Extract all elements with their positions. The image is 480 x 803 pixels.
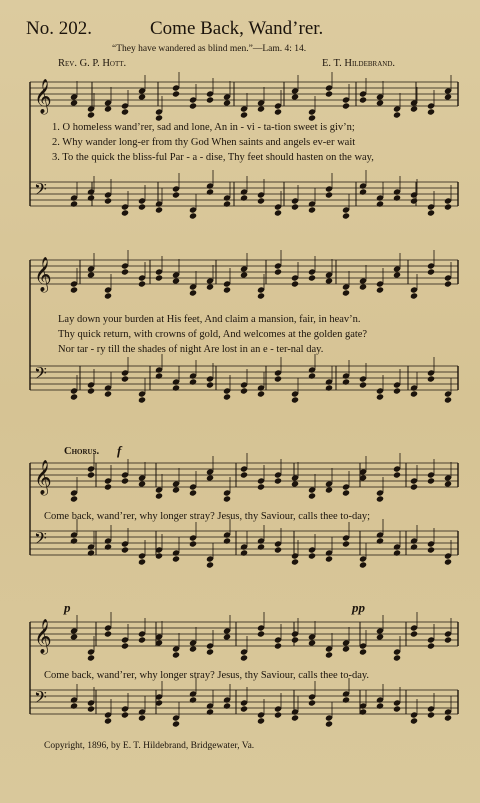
note-head xyxy=(291,280,299,287)
note-head xyxy=(138,714,146,721)
note-head xyxy=(342,696,350,703)
note-head xyxy=(393,471,401,478)
bass-clef-icon: 𝄢 xyxy=(34,179,47,203)
note-head xyxy=(376,702,384,709)
note-head xyxy=(240,387,248,394)
note-head xyxy=(121,477,129,484)
note-head xyxy=(325,90,333,97)
note-head xyxy=(291,93,299,100)
note-head xyxy=(410,292,418,299)
note-head xyxy=(359,283,367,290)
note-head xyxy=(240,654,248,661)
note-head xyxy=(393,705,401,712)
note-head xyxy=(410,390,418,397)
lyricist-credit: Rev. G. P. Hott. xyxy=(58,58,127,69)
verse-3-line-1: 3. To the quick the bliss-ful Par - a - dise, Thy feet should hasten on the way, xyxy=(52,152,374,163)
note-head xyxy=(444,558,452,565)
note-head xyxy=(223,99,231,106)
note-head xyxy=(70,495,78,502)
note-head xyxy=(274,268,282,275)
note-head xyxy=(376,200,384,207)
note-head xyxy=(87,471,95,478)
chorus-label: Chorus. xyxy=(64,446,100,457)
note-head xyxy=(104,390,112,397)
note-head xyxy=(70,200,78,207)
note-head xyxy=(257,543,265,550)
note-head xyxy=(172,191,180,198)
hymn-title: Come Back, Wand’rer. xyxy=(150,18,324,39)
note-head xyxy=(274,477,282,484)
note-head xyxy=(308,699,316,706)
note-head xyxy=(172,651,180,658)
note-head xyxy=(325,384,333,391)
verse-1-line-1: 1. O homeless wand’rer, sad and lone, An in - vi - ta-tion sweet is giv’n; xyxy=(52,122,355,133)
note-head xyxy=(87,387,95,394)
note-head xyxy=(206,96,214,103)
note-head xyxy=(274,546,282,553)
note-head xyxy=(87,705,95,712)
note-head xyxy=(291,558,299,565)
note-head xyxy=(325,651,333,658)
note-head xyxy=(308,552,316,559)
note-head xyxy=(240,471,248,478)
note-head xyxy=(342,212,350,219)
note-head xyxy=(121,546,129,553)
note-head xyxy=(291,203,299,210)
note-head xyxy=(410,483,418,490)
note-head xyxy=(104,483,112,490)
dynamic-forte: f xyxy=(117,443,122,458)
note-head xyxy=(359,648,367,655)
note-head xyxy=(342,540,350,547)
note-head xyxy=(444,714,452,721)
copyright-notice: Copyright, 1896, by E. T. Hildebrand, Bridgewater, Va. xyxy=(44,741,255,751)
note-head xyxy=(121,642,129,649)
note-head xyxy=(223,286,231,293)
note-head xyxy=(444,203,452,210)
note-head xyxy=(121,209,129,216)
note-head xyxy=(87,654,95,661)
note-head xyxy=(172,90,180,97)
note-head xyxy=(104,717,112,724)
note-head xyxy=(189,212,197,219)
note-head xyxy=(223,537,231,544)
note-head xyxy=(70,633,78,640)
note-head xyxy=(104,543,112,550)
note-head xyxy=(274,209,282,216)
scripture-epigraph: “They have wandered as blind men.”—Lam. 4: 14. xyxy=(112,44,307,54)
note-head xyxy=(206,561,214,568)
note-head xyxy=(189,540,197,547)
hymn-number: No. 202. xyxy=(26,18,92,39)
bass-clef-icon: 𝄢 xyxy=(34,528,47,552)
note-head xyxy=(393,271,401,278)
chorus-line-2: Come back, wand’rer, why longer stray? Jesus, thy Saviour, calls thee to-day. xyxy=(44,670,370,681)
note-head xyxy=(240,549,248,556)
dynamic-piano: p xyxy=(64,600,71,615)
verse-2-line-1: 2. Why wander long-er from thy God When saints and angels ev-er wait xyxy=(52,137,356,148)
note-head xyxy=(308,639,316,646)
note-head xyxy=(138,396,146,403)
note-head xyxy=(410,630,418,637)
note-head xyxy=(223,495,231,502)
note-head xyxy=(223,702,231,709)
note-head xyxy=(70,537,78,544)
note-head xyxy=(104,630,112,637)
note-head xyxy=(138,280,146,287)
note-head xyxy=(257,197,265,204)
note-head xyxy=(257,105,265,112)
note-head xyxy=(359,381,367,388)
bass-clef-icon: 𝄢 xyxy=(34,687,47,711)
note-head xyxy=(325,720,333,727)
note-head xyxy=(427,209,435,216)
verse-3-line-2: Nor tar - ry till the shades of night Are lost in an e - ter-nal day. xyxy=(58,344,324,355)
note-head xyxy=(444,636,452,643)
note-head xyxy=(444,480,452,487)
note-head xyxy=(189,102,197,109)
note-head xyxy=(444,280,452,287)
note-head xyxy=(121,268,129,275)
note-head xyxy=(274,108,282,115)
note-head xyxy=(325,191,333,198)
note-head xyxy=(189,289,197,296)
note-head xyxy=(427,375,435,382)
note-head xyxy=(410,105,418,112)
note-head xyxy=(257,292,265,299)
note-head xyxy=(274,642,282,649)
note-head xyxy=(223,633,231,640)
note-head xyxy=(206,648,214,655)
note-head xyxy=(223,200,231,207)
note-head xyxy=(155,274,163,281)
note-head xyxy=(308,206,316,213)
note-head xyxy=(138,480,146,487)
note-head xyxy=(291,636,299,643)
note-head xyxy=(172,486,180,493)
note-head xyxy=(444,396,452,403)
note-head xyxy=(138,558,146,565)
note-head xyxy=(393,194,401,201)
dynamic-pianissimo: pp xyxy=(352,600,365,615)
note-head xyxy=(342,289,350,296)
note-head xyxy=(257,483,265,490)
note-head xyxy=(325,486,333,493)
note-head xyxy=(121,711,129,718)
note-head xyxy=(410,543,418,550)
note-head xyxy=(155,492,163,499)
note-head xyxy=(427,546,435,553)
note-head xyxy=(342,102,350,109)
note-head xyxy=(393,654,401,661)
note-head xyxy=(172,384,180,391)
note-head xyxy=(257,717,265,724)
note-head xyxy=(240,705,248,712)
note-head xyxy=(410,197,418,204)
note-head xyxy=(393,387,401,394)
note-head xyxy=(189,489,197,496)
note-head xyxy=(376,286,384,293)
note-head xyxy=(223,393,231,400)
note-head xyxy=(291,480,299,487)
note-head xyxy=(393,111,401,118)
note-head xyxy=(155,114,163,121)
note-head xyxy=(155,206,163,213)
note-head xyxy=(308,114,316,121)
note-head xyxy=(206,188,214,195)
note-head xyxy=(376,99,384,106)
note-head xyxy=(359,96,367,103)
note-head xyxy=(87,549,95,556)
treble-clef-icon: 𝄞 xyxy=(34,460,52,495)
treble-clef-icon: 𝄞 xyxy=(34,619,52,654)
note-head xyxy=(70,286,78,293)
note-head xyxy=(308,372,316,379)
note-head xyxy=(393,549,401,556)
note-head xyxy=(104,197,112,204)
note-head xyxy=(121,108,129,115)
treble-clef-icon: 𝄞 xyxy=(34,79,52,114)
note-head xyxy=(359,561,367,568)
note-head xyxy=(155,372,163,379)
note-head xyxy=(325,277,333,284)
note-head xyxy=(274,711,282,718)
note-head xyxy=(410,717,418,724)
note-head xyxy=(257,630,265,637)
note-head xyxy=(342,378,350,385)
note-head xyxy=(325,555,333,562)
verse-1-line-2: Lay down your burden at His feet, And claim a mansion, fair, in heav’n. xyxy=(58,314,361,325)
note-head xyxy=(240,271,248,278)
note-head xyxy=(189,696,197,703)
note-head xyxy=(342,489,350,496)
note-head xyxy=(138,636,146,643)
note-head xyxy=(240,111,248,118)
note-head xyxy=(427,477,435,484)
note-head xyxy=(427,711,435,718)
note-head xyxy=(274,375,282,382)
note-head xyxy=(308,492,316,499)
composer-credit: E. T. Hildebrand. xyxy=(322,58,396,69)
chorus-line-1: Come back, wand’rer, why longer stray? Jesus, thy Saviour, calls thee to-day; xyxy=(44,511,371,522)
bass-clef-icon: 𝄢 xyxy=(34,363,47,387)
note-head xyxy=(427,268,435,275)
note-head xyxy=(444,93,452,100)
note-head xyxy=(342,645,350,652)
note-head xyxy=(206,474,214,481)
note-head xyxy=(87,271,95,278)
note-head xyxy=(138,93,146,100)
note-head xyxy=(240,194,248,201)
note-head xyxy=(376,537,384,544)
note-head xyxy=(359,188,367,195)
note-head xyxy=(104,292,112,299)
note-head xyxy=(206,381,214,388)
note-head xyxy=(427,642,435,649)
note-head xyxy=(189,645,197,652)
note-head xyxy=(257,390,265,397)
note-head xyxy=(376,633,384,640)
note-head xyxy=(291,714,299,721)
note-head xyxy=(189,378,197,385)
note-head xyxy=(291,396,299,403)
note-head xyxy=(206,708,214,715)
treble-clef-icon: 𝄞 xyxy=(34,257,52,292)
note-head xyxy=(87,194,95,201)
note-head xyxy=(172,720,180,727)
note-head xyxy=(376,393,384,400)
note-head xyxy=(87,111,95,118)
note-head xyxy=(138,203,146,210)
note-head xyxy=(70,99,78,106)
note-head xyxy=(376,495,384,502)
note-head xyxy=(206,283,214,290)
note-head xyxy=(427,108,435,115)
note-head xyxy=(104,105,112,112)
note-head xyxy=(70,702,78,709)
note-head xyxy=(172,277,180,284)
note-head xyxy=(172,555,180,562)
note-head xyxy=(70,393,78,400)
note-head xyxy=(121,375,129,382)
verse-2-line-2: Thy quick return, with crowns of gold, And welcomes at the golden gate? xyxy=(58,329,368,340)
note-head xyxy=(308,274,316,281)
